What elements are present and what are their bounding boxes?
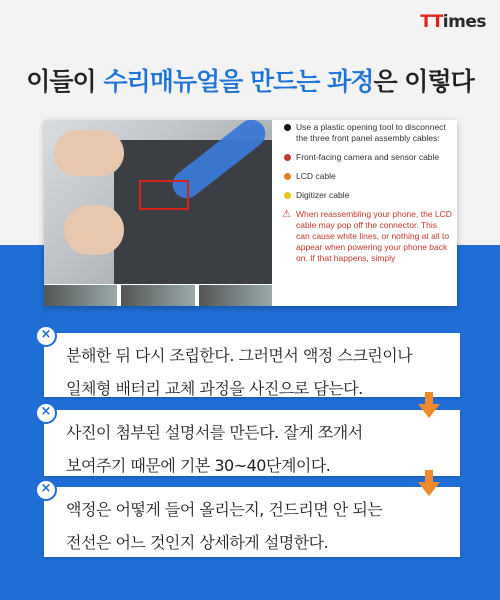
step-card-2 (40, 404, 460, 476)
title-part1: 이들이 (26, 67, 104, 96)
finger (54, 130, 124, 176)
thumbnail[interactable] (121, 285, 194, 306)
repair-photo (44, 120, 272, 284)
highlight-box (139, 180, 189, 210)
thumbnail-strip (44, 285, 272, 306)
close-icon: × (35, 402, 57, 424)
card-line: 보여주기 때문에 기본 30~40단계이다. (66, 456, 331, 475)
step-card-1 (40, 327, 460, 398)
bullet-icon (284, 192, 291, 199)
note-item: Use a plastic opening tool to disconnect the three front panel assembly cables: (282, 122, 452, 144)
down-arrow-icon (418, 392, 440, 418)
bullet-icon (284, 154, 291, 161)
down-arrow-icon (418, 470, 440, 496)
note-item: Digitizer cable (282, 190, 452, 201)
bullet-icon (284, 124, 291, 131)
finger (64, 205, 124, 255)
thumbnail[interactable] (44, 285, 117, 306)
card-line: 전선은 어느 것인지 상세하게 설명한다. (66, 533, 329, 552)
card-line: 분해한 뒤 다시 조립한다. 그러면서 액정 스크린이나 (66, 346, 413, 365)
note-item: LCD cable (282, 171, 452, 182)
close-icon: × (35, 325, 57, 347)
card-line: 사진이 첨부된 설명서를 만든다. 잘게 쪼개서 (66, 423, 363, 442)
bullet-icon (284, 173, 291, 180)
title-part2: 은 이렇다 (373, 67, 474, 96)
ttimes-logo: TTimes (420, 12, 486, 32)
warning-note: ⚠ When reassembling your phone, the LCD cable may pop off the connector. This can cause white lines, or nothing at all to appear when powering your phone back on. If that happens, simply (282, 209, 452, 263)
card-line: 일체형 배터리 교체 과정을 사진으로 담는다. (66, 379, 363, 398)
page-title (0, 62, 500, 98)
step-card-3 (40, 481, 460, 557)
repair-manual-screenshot (44, 120, 457, 306)
thumbnail[interactable] (199, 285, 272, 306)
note-item: Front-facing camera and sensor cable (282, 152, 452, 163)
card-line: 액정은 어떻게 들어 올리는지, 건드리면 안 되는 (66, 500, 383, 519)
close-icon: × (35, 479, 57, 501)
title-highlight: 수리매뉴얼을 만드는 과정 (103, 67, 374, 96)
step-notes (282, 122, 452, 272)
warning-icon: ⚠ (282, 209, 291, 220)
